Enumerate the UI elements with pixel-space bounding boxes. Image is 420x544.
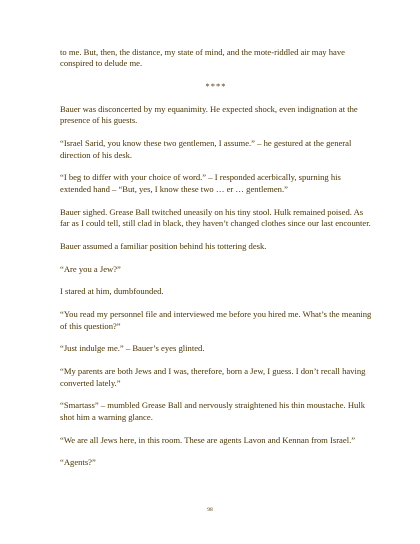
paragraph-5: Bauer sighed. Grease Ball twitched uneasily on his tiny stool. Hulk remained poised. As far as I could tell, still clad in black, they haven’t changed clothes since our last encounter. [60,206,371,229]
paragraph-10: “Just indulge me.” – Bauer’s eyes glinted. [60,343,205,354]
paragraph-13: “We are all Jews here, in this room. These are agents Lavon and Kennan from Israel.” [60,434,356,445]
paragraph-1: to me. But, then, the distance, my state of mind, and the mote-riddled air may have conspired to delude me. [60,47,345,69]
paragraph-4: “I beg to differ with your choice of word.” – I responded acerbically, spurning his extended hand – “But, yes, I know these two … er … gentlemen.” [60,172,341,194]
paragraph-9: “You read my personnel file and interviewed me before you hired me. What’s the meaning of this question?” [60,309,372,331]
paragraph-14: “Agents?” [60,457,96,468]
paragraph-12: “Smartass” – mumbled Grease Ball and nervously straightened his thin moustache. Hulk shot him a warning glance. [60,400,366,422]
paragraph-3: “Israel Sarid, you know these two gentlemen, I assume.” – he gestured at the general direction of his desk. [60,138,352,160]
body-text [60,47,372,480]
paragraph-2: Bauer was disconcerted by my equanimity. He expected shock, even indignation at the presence of his guests. [60,104,358,126]
page-number: 98 [207,507,213,513]
section-break: **** [205,81,227,92]
paragraph-11: “My parents are both Jews and I was, therefore, born a Jew, I guess. I don’t recall having converted lately.” [60,366,366,388]
paragraph-7: “Are you a Jew?” [60,263,121,274]
paragraph-6: Bauer assumed a familiar position behind his tottering desk. [60,240,267,251]
paragraph-8: I stared at him, dumbfounded. [60,286,164,297]
